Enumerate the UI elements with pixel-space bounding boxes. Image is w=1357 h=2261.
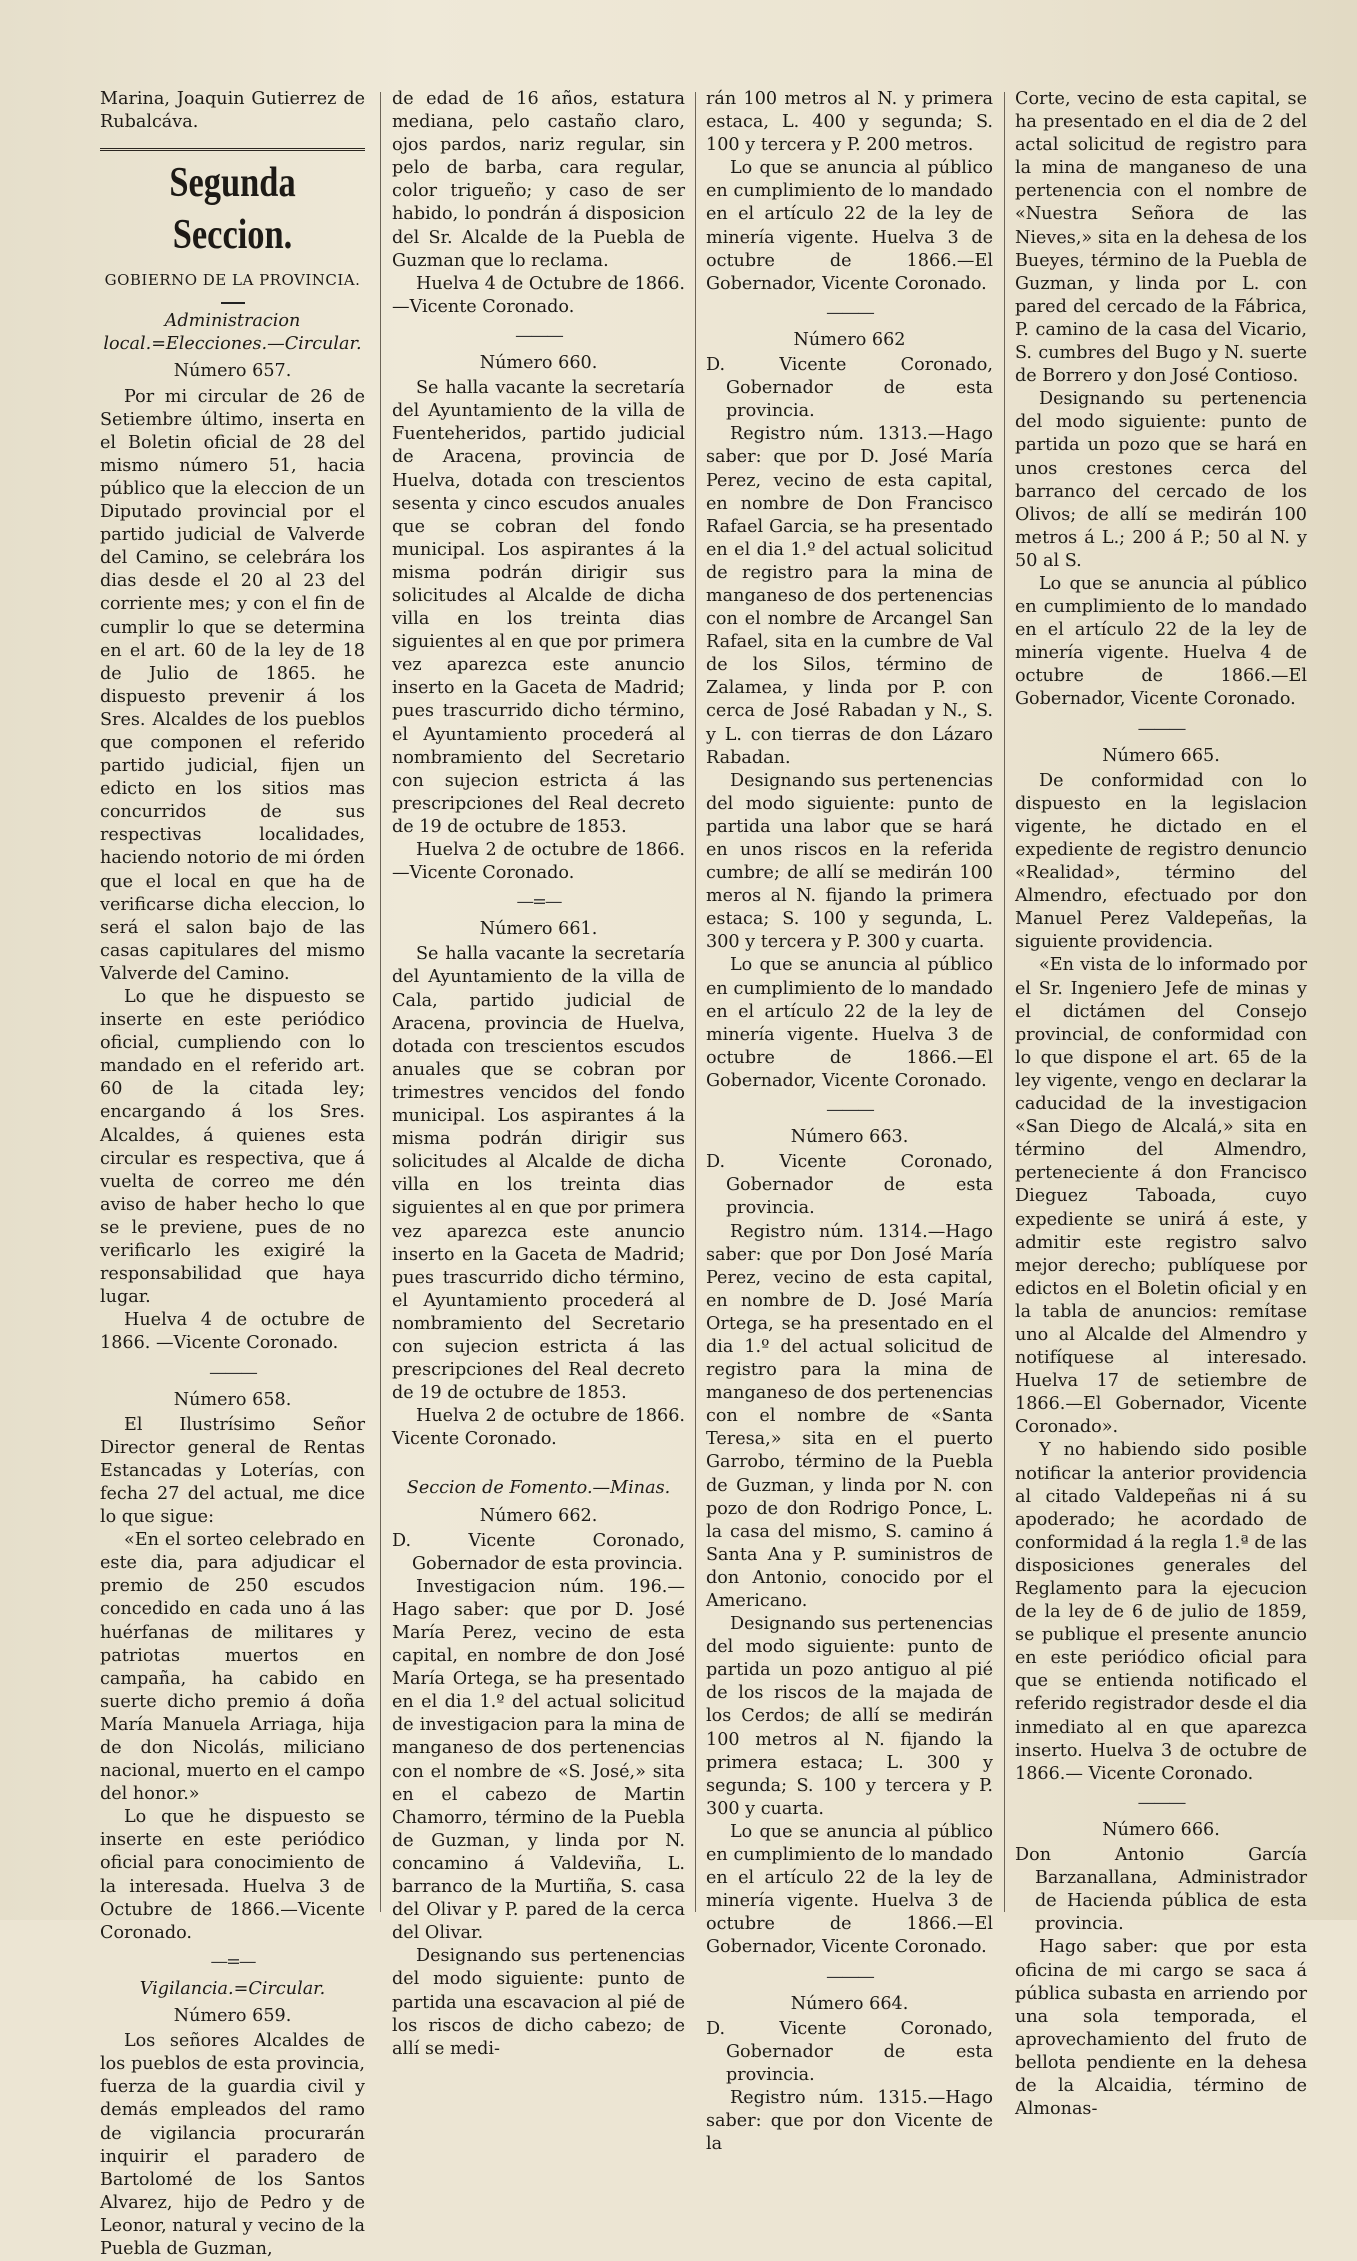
subsection-heading: Seccion de Fomento.—Minas. xyxy=(406,1478,671,1499)
section-title: Segunda Seccion. xyxy=(169,160,296,259)
paragraph: Registro núm. 1313.—Hago saber: que por D. José María Perez, vecino de esta capital, en nombre de Don Francisco Rafael Garcia, se ha presentado en el dia 1.º del actual solicitud de registro para la mina de manganeso de dos pertenencias con el nombre de Arcangel San Rafael, sita en la cumbre de Val de los Silos, término de Zalamea, y linda por P. con cerca de José Rabadan y N., S. y L. con tierras de don Lázaro Rabadan. xyxy=(706,424,993,768)
paragraph-header: D. Vicente Coronado, Gobernador de esta provincia. xyxy=(706,2018,993,2085)
paragraph: Investigacion núm. 196.—Hago saber: que por D. José María Perez, vecino de esta capital, en nombre de don José María Ortega, se ha presentado en el dia 1.º del actual solicitud de investigacion para la mina de manganeso de dos pertenencias con el nombre de «S. José,» sita en el cabezo de Martin Chamorro, término de la Puebla de Guzman, y linda por N. concamino á Valdeviña, L. barranco de la Murtiña, S. casa del Olivar y P. pared de la cerca del Olivar. xyxy=(392,1576,685,1944)
paragraph: Designando su pertenencia del modo siguiente: punto de partida un pozo que se hará en unos crestones cerca del barranco del cercado de los Olivos; de allí se medirán 100 metros á L.; 200 á P.; 50 al N. y 50 al S. xyxy=(1015,389,1307,571)
separator: ——— xyxy=(826,1100,873,1121)
notice-number: Número 662. xyxy=(479,1505,598,1526)
paragraph: Lo que se anuncia al público en cumplimiento de lo mandado en el artículo 22 de la ley de minería vigente. Huelva 4 de octubre de 1866.—El Gobernador, Vicente Coronado. xyxy=(1015,573,1307,710)
paragraph: Lo que he dispuesto se inserte en este periódico oficial para conocimiento de la interesada. Huelva 3 de Octubre de 1866.—Vicente Coronado. xyxy=(100,1807,365,1943)
paragraph: Lo que se anuncia al público en cumplimiento de lo mandado en el artículo 22 de la ley de minería vigente. Huelva 3 de octubre de 1866.—El Gobernador, Vicente Coronado. xyxy=(706,1821,993,1958)
notice-number: Número 662 xyxy=(793,329,906,350)
subsection-heading: Vigilancia.=Circular. xyxy=(139,1978,326,1999)
paragraph: Lo que he dispuesto se inserte en este periódico oficial, cumpliendo con lo mandado en el referido art. 60 de la citada ley; encargando á los Sres. Alcaldes, á quienes esta circular es respectiva, que á vuelta de correo me dén aviso de haber hecho lo que se le previene, pues de no verificarlo les exigiré la responsabilidad que haya lugar. xyxy=(100,987,365,1308)
paragraph: Se halla vacante la secretaría del Ayuntamiento de la villa de Fuenteheridos, partido judicial de Aracena, provincia de Huelva, dotada con trescientos sesenta y cinco escudos anuales que se cobran del fondo municipal. Los aspirantes á la misma podrán dirigir sus solicitudes al Alcalde de dicha villa en los treinta dias siguientes al en que por primera vez aparezca este anuncio inserto en la Gaceta de Madrid; pues trascurrido dicho término, el Ayuntamiento procederá al nombramiento del Secretario con sujecion estricta á las prescripciones del Real decreto de 19 de octubre de 1853. xyxy=(392,378,685,837)
notice-number: Número 658. xyxy=(173,1389,292,1410)
paragraph: «En vista de lo informado por el Sr. Ingeniero Jefe de minas y el dictámen del Consejo provincial, de conformidad con lo que dispone el art. 65 de la ley vigente, vengo en declarar la caducidad de la investigacion «San Diego de Alcalá,» sita en término del Almendro, perteneciente á don Francisco Dieguez Taboada, cuyo expediente se unirá á este, y admitir este registro salvo mejor derecho; publíquese por edictos en el Boletin oficial y en la tabla de anuncios: remítase uno al Alcalde del Almendro y notifíquese al interesado. Huelva 17 de setiembre de 1866.—El Gobernador, Vicente Coronado». xyxy=(1015,955,1307,1438)
short-rule xyxy=(221,302,245,304)
notice-number: Número 660. xyxy=(479,353,598,374)
paragraph: De conformidad con lo dispuesto en la legislacion vigente, he dictado en el expediente de registro denuncio «Realidad», término del Almendro, efectuado por don Manuel Perez Valdepeñas, la siguiente providencia. xyxy=(1015,770,1307,953)
notice-number: Número 664. xyxy=(790,1993,909,2014)
signature: Huelva 4 de Octubre de 1866. —Vicente Coronado. xyxy=(392,273,685,317)
signature: Huelva 4 de octubre de 1866. —Vicente Coronado. xyxy=(100,1310,365,1354)
column-1 xyxy=(100,88,365,2259)
separator: ——— xyxy=(826,1966,873,1987)
paragraph: Designando sus pertenencias del modo siguiente: punto de partida una labor que se hará en unos riscos en la referida cumbre; de allí se medirán 100 meros al N. fijando la primera estaca; S. 100 y segunda, L. 300 y tercera y P. 300 y cuarta. xyxy=(706,770,993,953)
notice-number: Número 666. xyxy=(1102,1819,1220,1840)
separator: ——— xyxy=(209,1362,256,1383)
paragraph: Los señores Alcaldes de los pueblos de esta provincia, fuerza de la guardia civil y demás empleados del ramo de vigilancia procurarán inquirir el paradero de Bartolomé de los Santos Alvarez, hijo de Pedro y de Leonor, natural y vecino de la Puebla de Guzman, xyxy=(100,2031,365,2259)
government-heading: GOBIERNO DE LA PROVINCIA. xyxy=(104,271,361,290)
paragraph: «En el sorteo celebrado en este dia, para adjudicar el premio de 250 escudos concedido en cada uno á las huérfanas de militares y patriotas muertos en campaña, ha cabido en suerte dicho premio á doña María Manuela Arriaga, hija de don Nicolás, miliciano nacional, muerto en el campo del honor.» xyxy=(100,1530,365,1805)
paragraph-header: D. Vicente Coronado, Gobernador de esta provincia. xyxy=(706,1152,993,1219)
paragraph: Lo que se anuncia al público en cumplimiento de lo mandado en el artículo 22 de la ley de minería vigente. Huelva 3 de octubre de 1866.—El Gobernador, Vicente Coronado. xyxy=(706,955,993,1091)
paragraph: Y no habiendo sido posible notificar la anterior providencia al citado Valdepeñas ni á su apoderado; he acordado de conformidad á la regla 1.ª de las disposiciones generales del Reglamento para la ejecucion de la ley de 6 de julio de 1859, se publique el presente anuncio en este periódico oficial para que se entienda notificado el referido registrador desde el dia inmediato al en que aparezca inserto. Huelva 3 de octubre de 1866.— Vicente Coronado. xyxy=(1015,1440,1307,1784)
separator: —=— xyxy=(516,892,561,913)
paragraph: Se halla vacante la secretaría del Ayuntamiento de la villa de Cala, partido judicial de Aracena, provincia de Huelva, dotada con trescientos escudos anuales que se cobran por trimestres vencidos del fondo municipal. Los aspirantes á la misma podrán dirigir sus solicitudes al Alcalde de dicha villa en los treinta dias siguientes al en que por primera vez aparezca este anuncio inserto en la Gaceta de Madrid; pues trascurrido dicho término, el Ayuntamiento procederá al nombramiento del Secretario con sujecion estricta á las prescripciones del Real decreto de 19 de octubre de 1853. xyxy=(392,944,685,1404)
notice-number: Número 657. xyxy=(173,361,292,382)
paragraph-header: D. Vicente Coronado, Gobernador de esta provincia. xyxy=(392,1530,685,1574)
paragraph: Por mi circular de 26 de Setiembre último, inserta en el Boletin oficial de 28 del mismo número 51, hacia público que la eleccion de un Diputado provincial por el partido judicial de Valverde del Camino, se celebrára los dias desde el 20 al 23 del corriente mes; y con el fin de cumplir lo que se determina en el art. 60 de la ley de 18 de Julio de 1865. he dispuesto prevenir á los Sres. Alcaldes de los pueblos que componen el referido partido judicial, fijen un edicto en los sitios mas concurridos de sus respectivas localidades, haciendo notorio de mi órden que el local en que ha de verificarse dicha eleccion, lo será el salon bajo de las casas capitulares del mismo Valverde del Camino. xyxy=(100,386,365,984)
paragraph: rán 100 metros al N. y primera estaca, L. 400 y segunda; S. 100 y tercera y P. 200 metros. xyxy=(706,89,993,156)
separator: ——— xyxy=(1137,1792,1185,1813)
paragraph: Marina, Joaquin Gutierrez de Rubalcáva. xyxy=(100,89,365,133)
paragraph: Registro núm. 1315.—Hago saber: que por don Vicente de la xyxy=(706,2087,993,2155)
column-rule xyxy=(695,92,696,1912)
notice-number: Número 665. xyxy=(1102,745,1220,766)
double-rule xyxy=(100,148,365,151)
paragraph: Hago saber: que por esta oficina de mi cargo se saca á pública subasta en arriendo por una sola temporada, el aprovechamiento del fruto de bellota pendiente en la dehesa de la Alcaidia, término de Almonas- xyxy=(1015,1937,1307,2120)
column-2 xyxy=(392,88,685,2059)
paragraph: Lo que se anuncia al público en cumplimiento de lo mandado en el artículo 22 de la ley de minería vigente. Huelva 3 de octubre de 1866.—El Gobernador, Vicente Coronado. xyxy=(706,158,993,294)
column-rule xyxy=(380,92,381,1912)
column-3 xyxy=(706,88,993,2155)
paragraph: Designando sus pertenencias del modo siguiente: punto de partida una escavacion al pié de los riscos de dicho cabezo; de allí se medi- xyxy=(392,1946,685,2059)
subsection-heading: Administracion local.=Elecciones.—Circular. xyxy=(103,311,362,355)
column-4 xyxy=(1015,88,1307,2120)
paragraph: Designando sus pertenencias del modo siguiente: punto de partida un pozo antiguo al pié de los riscos de la majada de los Cerdos; de allí se medirán 100 metros al N. fijando la primera estaca; L. 300 y segunda; S. 100 y tercera y P. 300 y cuarta. xyxy=(706,1614,993,1819)
column-rule xyxy=(1004,92,1005,1912)
notice-number: Número 663. xyxy=(790,1127,909,1148)
separator: ——— xyxy=(1137,718,1185,739)
paragraph-header: Don Antonio García Barzanallana, Administrador de Hacienda pública de esta provincia. xyxy=(1015,1845,1307,1935)
paragraph: El Ilustrísimo Señor Director general de Rentas Estancadas y Loterías, con fecha 27 del actual, me dice lo que sigue: xyxy=(100,1414,365,1528)
signature: Huelva 2 de octubre de 1866. —Vicente Coronado. xyxy=(392,840,685,884)
separator: ——— xyxy=(826,302,873,323)
paragraph-header: D. Vicente Coronado, Gobernador de esta provincia. xyxy=(706,355,993,422)
separator: ——— xyxy=(515,325,562,346)
signature: Huelva 2 de octubre de 1866. Vicente Coronado. xyxy=(392,1406,685,1450)
paragraph: de edad de 16 años, estatura mediana, pelo castaño claro, ojos pardos, nariz regular, sin pelo de barba, cara regular, color trigueño; y caso de ser habido, lo pondrán á disposicion del Sr. Alcalde de la Puebla de Guzman que lo reclama. xyxy=(392,89,685,271)
paragraph: Registro núm. 1314.—Hago saber: que por Don José María Perez, vecino de esta capital, en nombre de D. José María Ortega, se ha presentado en el dia 1.º del actual solicitud de registro para la mina de manganeso de dos pertenencias con el nombre de «Santa Teresa,» sita en el puerto Garrobo, término de la Puebla de Guzman, y linda por N. con pozo de don Rodrigo Ponce, L. la casa del mismo, S. camino á Santa Ana y P. suministros de don Antonio, conocido por el Americano. xyxy=(706,1221,993,1611)
paragraph: Corte, vecino de esta capital, se ha presentado en el dia de 2 del actal solicitud de registro para la mina de manganeso de una pertenencia con el nombre de «Nuestra Señora de las Nieves,» sita en la dehesa de los Bueyes, término de la Puebla de Guzman, y linda por L. con pared del cercado de la Fábrica, P. camino de la casa del Vicario, S. cumbres del Bugo y N. suerte de Borrero y don José Contioso. xyxy=(1015,89,1307,387)
notice-number: Número 659. xyxy=(173,2006,292,2027)
separator: —=— xyxy=(210,1951,255,1972)
notice-number: Número 661. xyxy=(479,919,598,940)
